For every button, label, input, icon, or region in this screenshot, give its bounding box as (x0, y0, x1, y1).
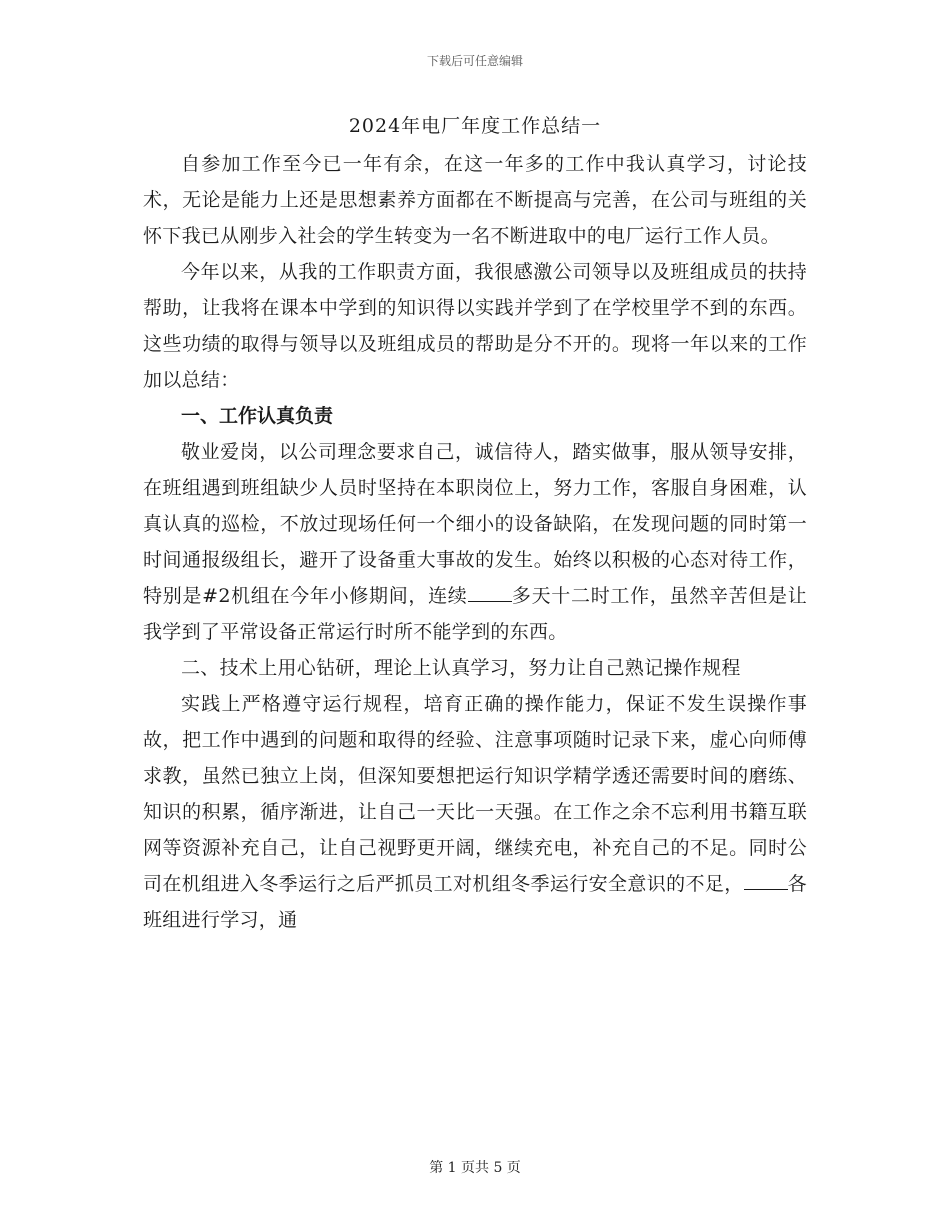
page-number: 第 1 页共 5 页 (429, 1160, 521, 1176)
paragraph-intro: 自参加工作至今已一年有余，在这一年多的工作中我认真学习，讨论技术，无论是能力上还是思想素养方面都在不断提高与完善，在公司与班组的关怀下我已从刚步入社会的学生转变为一名不断进取中的电厂运行工作人员。 (143, 153, 807, 247)
paragraph-technical-study-part1: 实践上严格遵守运行规程，培育正确的操作能力，保证不发生误操作事故，把工作中遇到的问题和取得的经验、注意事项随时记录下来，虚心向师傅求教，虽然已独立上岗，但深知要想把运行知识学精学透还需要时间的磨练、知识的积累，循序渐进，让自己一天比一天强。在工作之余不忘利用书籍互联网等资源补充自己，让自己视野更开阔，继续充电，补充自己的不足。同时公司在机组进入冬季运行之后严抓员工对机组冬季运行安全意识的不足， (143, 693, 807, 895)
paragraph-gratitude: 今年以来，从我的工作职责方面，我很感激公司领导以及班组成员的扶持帮助，让我将在课本中学到的知识得以实践并学到了在学校里学不到的东西。这些功绩的取得与领导以及班组成员的帮助是分不开的。现将一年以来的工作加以总结： (143, 261, 807, 391)
paragraph-technical-study-part2: 各班组进行学习，通 (143, 873, 807, 931)
paragraph-work-attitude (143, 434, 807, 650)
fill-blank (744, 870, 788, 890)
header-note: 下载后可任意编辑 (426, 54, 523, 68)
document-title: 2024年电厂年度工作总结一 (348, 115, 602, 137)
document-body (143, 108, 807, 938)
paragraph-technical-study (143, 686, 807, 938)
paragraph-work-attitude-part1: 敬业爱岗，以公司理念要求自己，诚信待人，踏实做事，服从领导安排，在班组遇到班组缺少人员时坚持在本职岗位上，努力工作，客服自身困难，认真认真的巡检，不放过现场任何一个细小的设备缺陷，在发现问题的同时第一时间通报级组长，避开了设备重大事故的发生。始终以积极的心态对待工作，特别是#2机组在今年小修期间，连续 (143, 441, 807, 607)
paragraph-work-attitude-part2: 多天十二时工作，虽然辛苦但是让我学到了平常设备正常运行时所不能学到的东西。 (143, 585, 807, 643)
fill-blank (468, 582, 512, 602)
section-heading-2: 二、技术上用心钻研，理论上认真学习，努力让自己熟记操作规程 (181, 657, 741, 679)
section-heading-1: 一、工作认真负责 (181, 405, 334, 427)
